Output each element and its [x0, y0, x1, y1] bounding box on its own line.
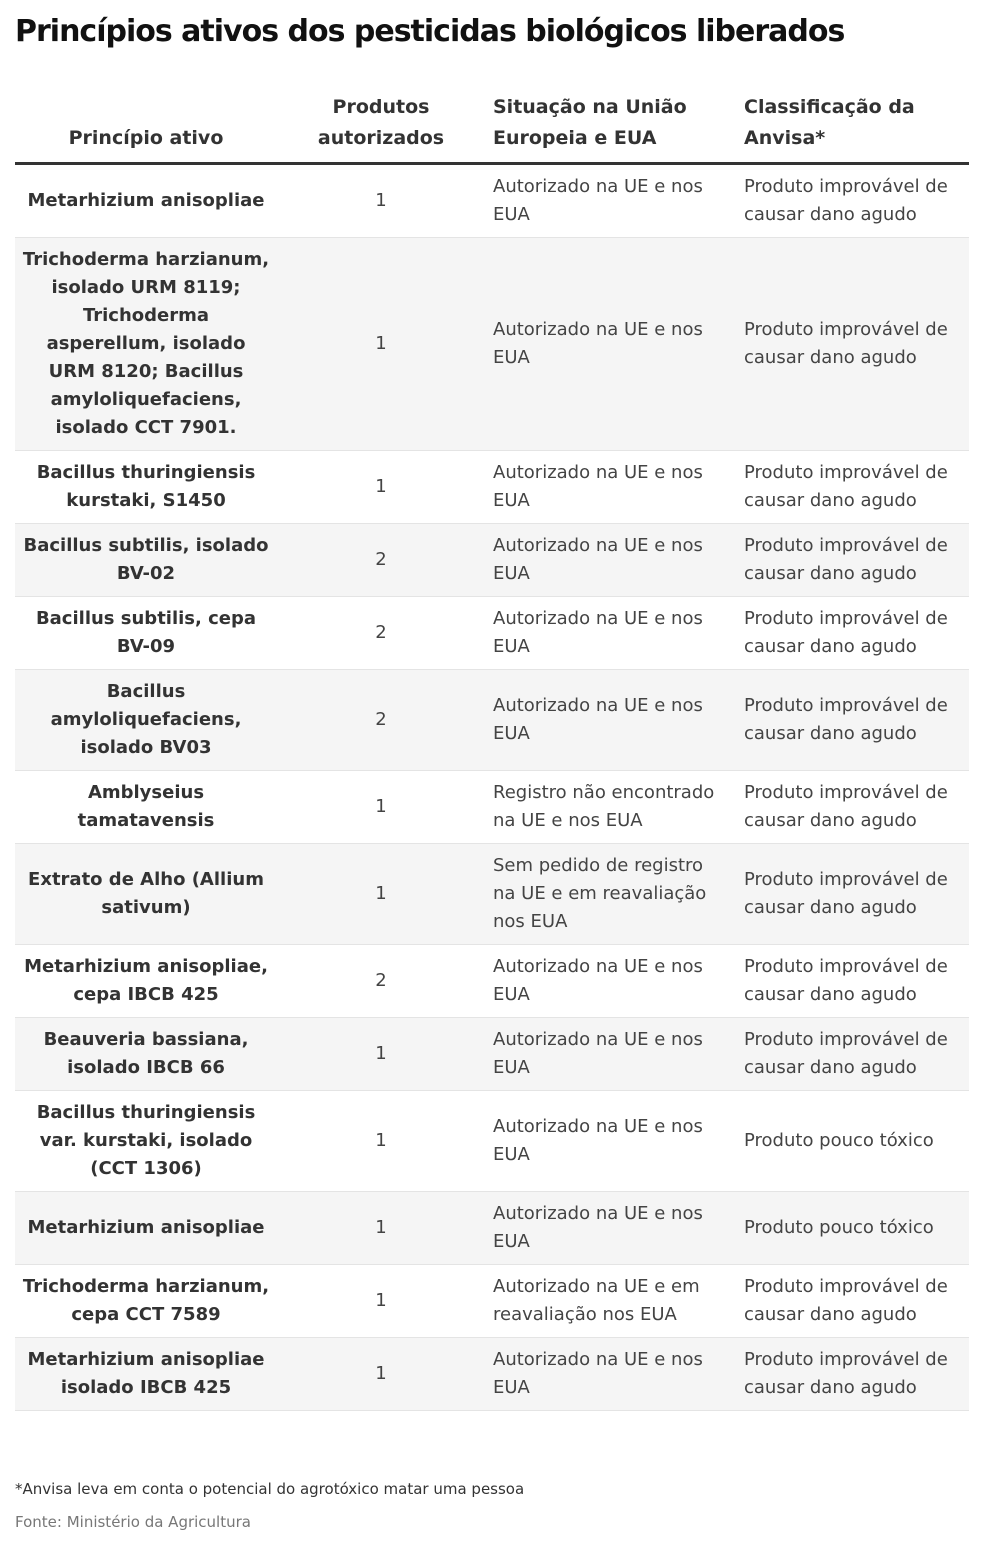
cell-classification: Produto improvável de causar dano agudo	[736, 451, 969, 524]
cell-status: Autorizado na UE e em reavaliação nos EUA	[485, 1265, 736, 1338]
source-credit: Fonte: Ministério da Agricultura	[15, 1513, 251, 1531]
table-row	[15, 524, 969, 597]
cell-principle: Metarhizium anisopliae	[15, 1192, 277, 1265]
cell-status: Autorizado na UE e nos EUA	[485, 597, 736, 670]
cell-classification: Produto pouco tóxico	[736, 1192, 969, 1265]
cell-principle: Bacillus subtilis, cepa BV-09	[15, 597, 277, 670]
cell-count: 1	[277, 1338, 485, 1411]
cell-status: Autorizado na UE e nos EUA	[485, 164, 736, 238]
cell-principle: Bacillus thuringiensis var. kurstaki, isolado (CCT 1306)	[15, 1091, 277, 1192]
table-row	[15, 238, 969, 451]
cell-count: 1	[277, 451, 485, 524]
cell-count: 1	[277, 1192, 485, 1265]
cell-principle: Trichoderma harzianum, cepa CCT 7589	[15, 1265, 277, 1338]
table-row	[15, 164, 969, 238]
cell-principle: Trichoderma harzianum, isolado URM 8119; Trichoderma asperellum, isolado URM 8120; Bacillus amyloliquefaciens, isolado CCT 7901.	[15, 238, 277, 451]
cell-classification: Produto improvável de causar dano agudo	[736, 597, 969, 670]
cell-classification: Produto improvável de causar dano agudo	[736, 1338, 969, 1411]
cell-count: 1	[277, 844, 485, 945]
cell-principle: Metarhizium anisopliae, cepa IBCB 425	[15, 945, 277, 1018]
cell-count: 1	[277, 771, 485, 844]
page-title: Princípios ativos dos pesticidas biológicos liberados	[15, 14, 845, 49]
cell-classification: Produto improvável de causar dano agudo	[736, 771, 969, 844]
cell-status: Autorizado na UE e nos EUA	[485, 670, 736, 771]
cell-status: Registro não encontrado na UE e nos EUA	[485, 771, 736, 844]
cell-principle: Bacillus thuringiensis kurstaki, S1450	[15, 451, 277, 524]
cell-principle: Bacillus amyloliquefaciens, isolado BV03	[15, 670, 277, 771]
cell-count: 1	[277, 1265, 485, 1338]
table-row	[15, 945, 969, 1018]
cell-count: 1	[277, 1091, 485, 1192]
cell-status: Autorizado na UE e nos EUA	[485, 945, 736, 1018]
cell-classification: Produto pouco tóxico	[736, 1091, 969, 1192]
table-row	[15, 451, 969, 524]
table-row	[15, 1192, 969, 1265]
cell-count: 2	[277, 670, 485, 771]
cell-classification: Produto improvável de causar dano agudo	[736, 670, 969, 771]
cell-principle: Metarhizium anisopliae	[15, 164, 277, 238]
cell-classification: Produto improvável de causar dano agudo	[736, 524, 969, 597]
table-row	[15, 771, 969, 844]
cell-status: Autorizado na UE e nos EUA	[485, 1338, 736, 1411]
table-body	[15, 164, 969, 1411]
cell-count: 2	[277, 524, 485, 597]
cell-count: 2	[277, 597, 485, 670]
cell-classification: Produto improvável de causar dano agudo	[736, 238, 969, 451]
cell-count: 1	[277, 238, 485, 451]
cell-classification: Produto improvável de causar dano agudo	[736, 164, 969, 238]
cell-principle: Bacillus subtilis, isolado BV-02	[15, 524, 277, 597]
table-row	[15, 1265, 969, 1338]
header-count: Produtos autorizados	[277, 86, 485, 164]
cell-count: 1	[277, 164, 485, 238]
cell-count: 1	[277, 1018, 485, 1091]
cell-principle: Beauveria bassiana, isolado IBCB 66	[15, 1018, 277, 1091]
cell-classification: Produto improvável de causar dano agudo	[736, 1018, 969, 1091]
table-row	[15, 670, 969, 771]
cell-principle: Metarhizium anisopliae isolado IBCB 425	[15, 1338, 277, 1411]
cell-status: Autorizado na UE e nos EUA	[485, 1091, 736, 1192]
table-row	[15, 1018, 969, 1091]
cell-status: Autorizado na UE e nos EUA	[485, 1018, 736, 1091]
cell-classification: Produto improvável de causar dano agudo	[736, 844, 969, 945]
cell-classification: Produto improvável de causar dano agudo	[736, 1265, 969, 1338]
header-classification: Classificação da Anvisa*	[736, 86, 969, 164]
table-header	[15, 86, 969, 164]
pesticides-table	[15, 86, 969, 1411]
cell-principle: Extrato de Alho (Allium sativum)	[15, 844, 277, 945]
cell-status: Autorizado na UE e nos EUA	[485, 1192, 736, 1265]
footnote: *Anvisa leva em conta o potencial do agrotóxico matar uma pessoa	[15, 1480, 525, 1498]
table-row	[15, 844, 969, 945]
cell-classification: Produto improvável de causar dano agudo	[736, 945, 969, 1018]
cell-status: Autorizado na UE e nos EUA	[485, 238, 736, 451]
cell-count: 2	[277, 945, 485, 1018]
cell-status: Autorizado na UE e nos EUA	[485, 524, 736, 597]
header-principle: Princípio ativo	[15, 86, 277, 164]
header-status: Situação na União Europeia e EUA	[485, 86, 736, 164]
cell-principle: Amblyseius tamatavensis	[15, 771, 277, 844]
table-row	[15, 597, 969, 670]
table-row	[15, 1338, 969, 1411]
header-row	[15, 86, 969, 164]
cell-status: Autorizado na UE e nos EUA	[485, 451, 736, 524]
table-row	[15, 1091, 969, 1192]
cell-status: Sem pedido de registro na UE e em reavaliação nos EUA	[485, 844, 736, 945]
